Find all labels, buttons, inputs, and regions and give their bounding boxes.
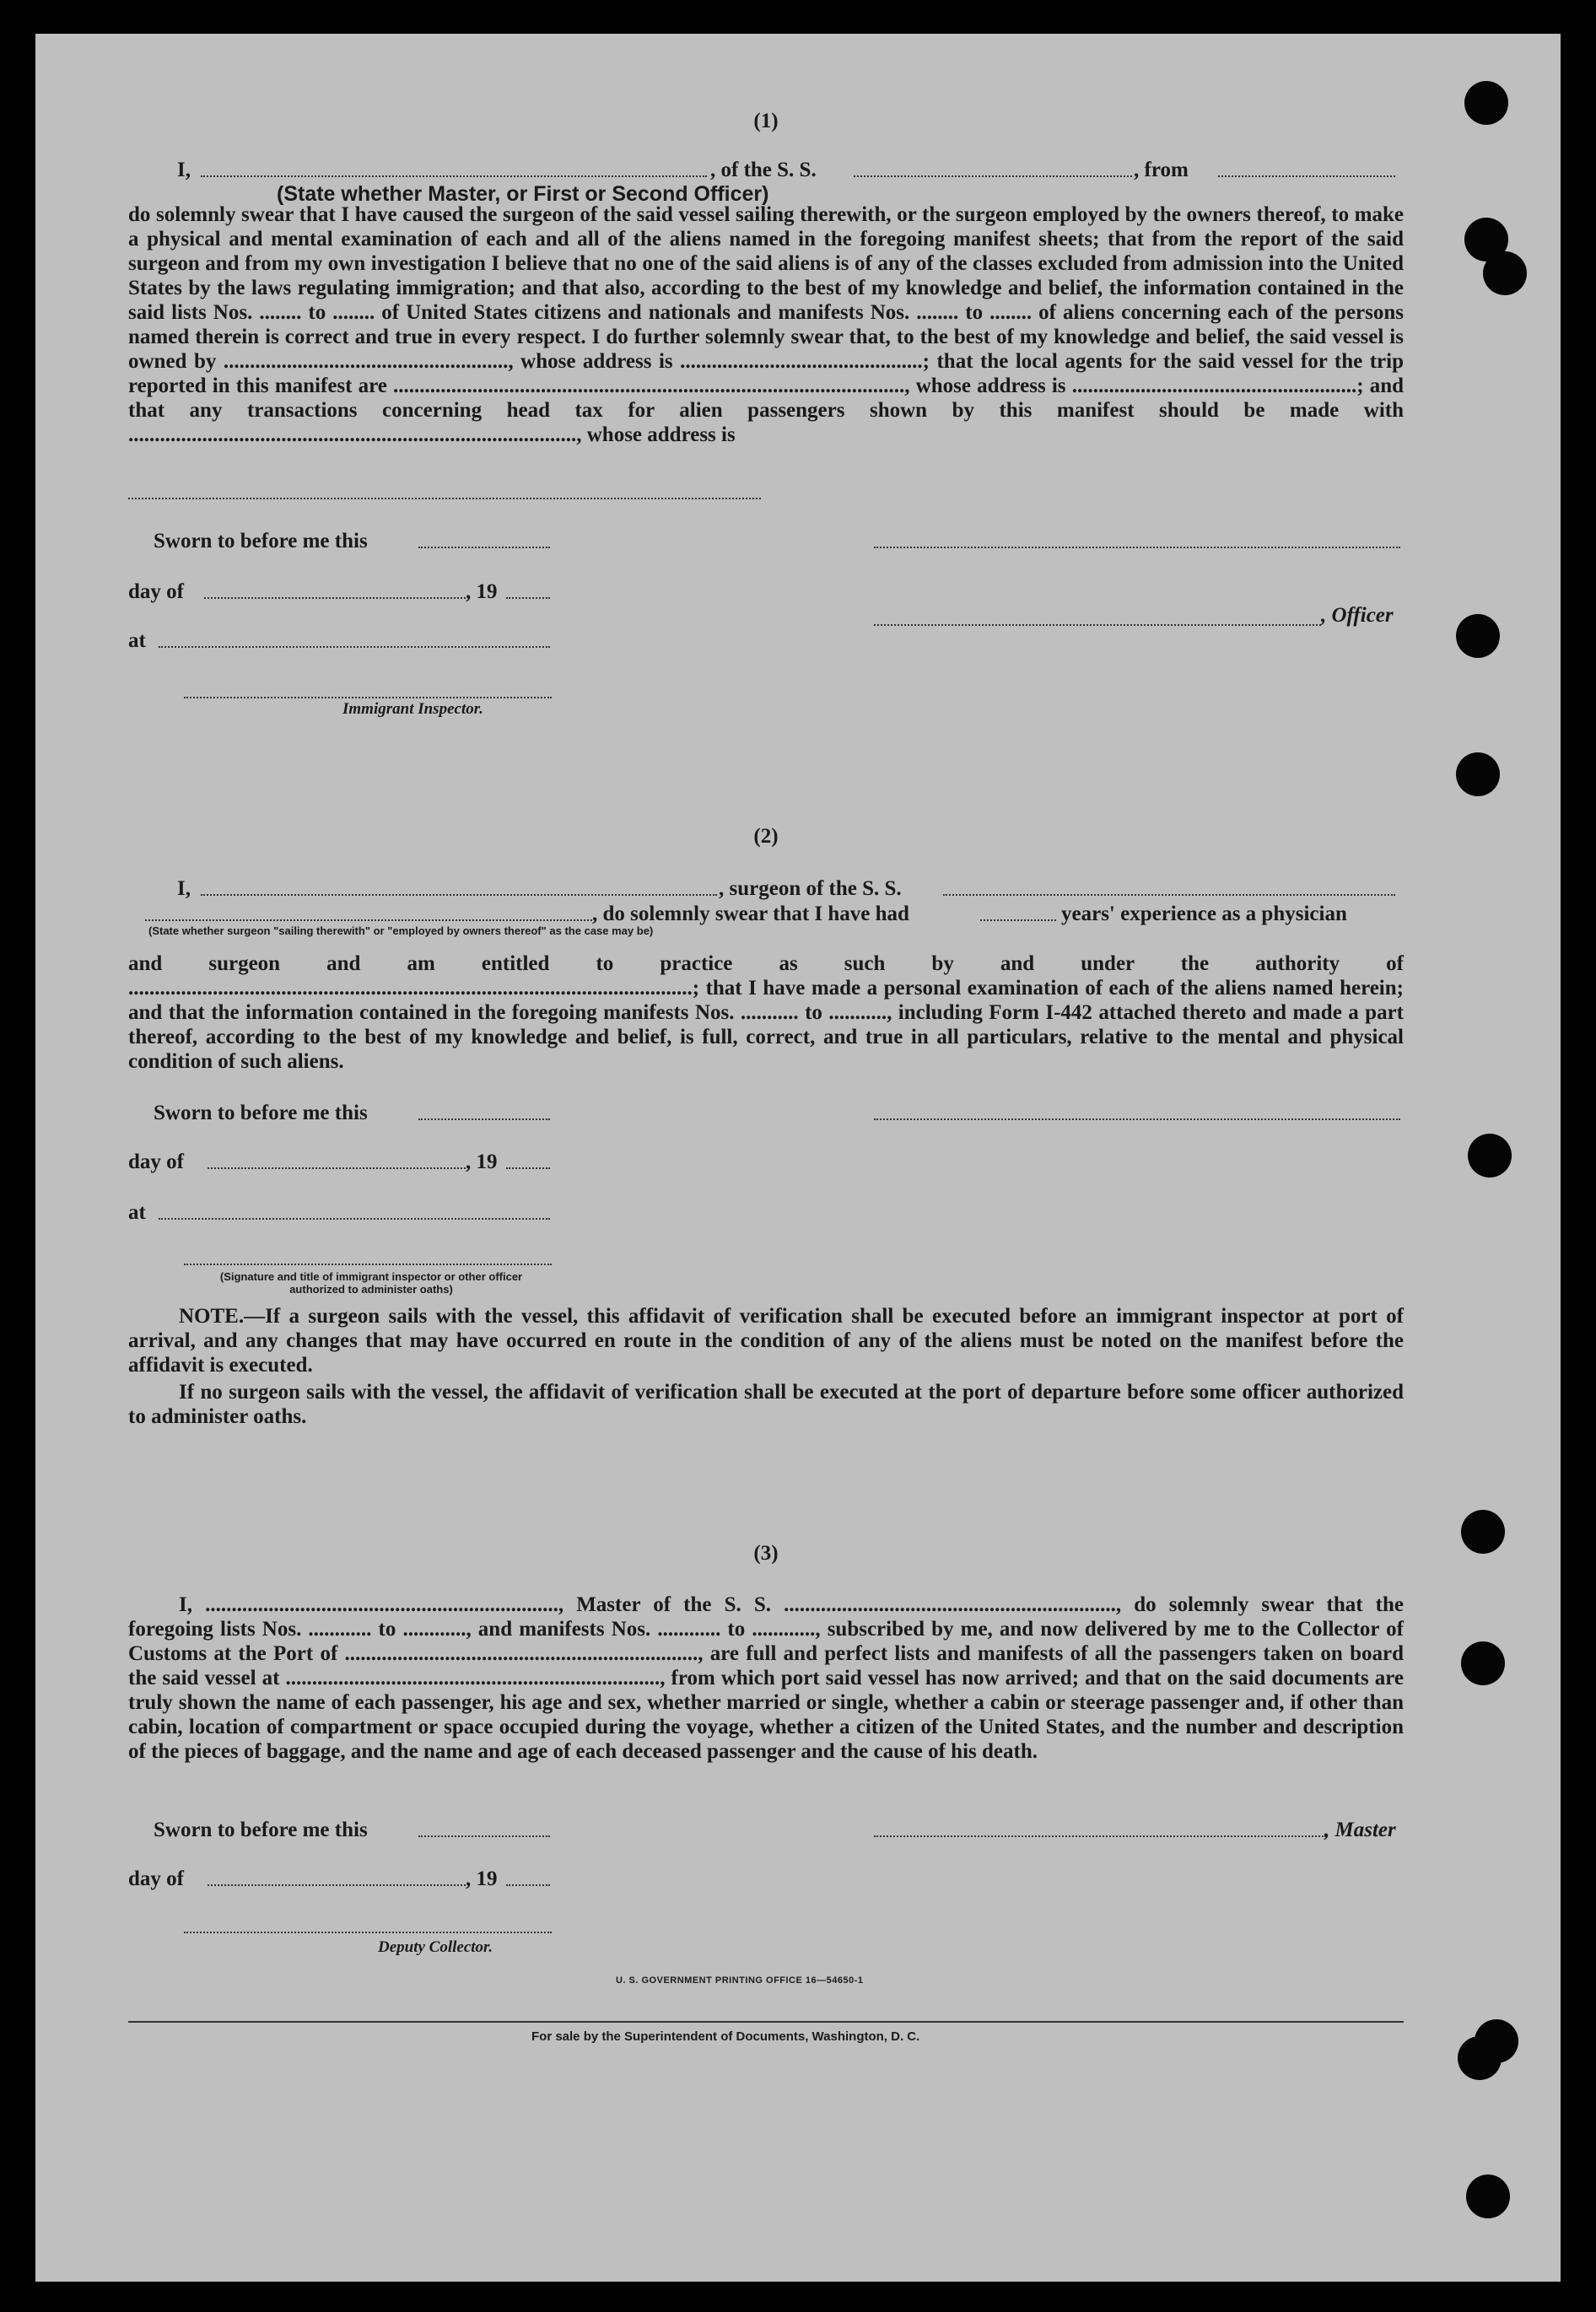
punch-hole	[1461, 1641, 1505, 1685]
signature-caption: (Signature and title of immigrant inspector or other officer authorized to administer oaths)	[219, 1270, 523, 1296]
field-caption: (State whether surgeon "sailing therewith" or "employed by owners thereof" as the case may be)	[148, 924, 654, 937]
surgeon-name-line	[201, 894, 717, 896]
note-paragraph: NOTE.—If a surgeon sails with the vessel, this affidavit of verification shall be executed before an immigrant inspector at port of arrival, and any changes that may have occurred en route in the condition of any of the aliens must be noted on the manifest before the affidavit is executed.	[128, 1305, 1404, 1377]
year-line	[506, 597, 550, 599]
surgeon-status-line	[145, 919, 592, 921]
year-label: , 19	[466, 1867, 498, 1890]
master-label: , Master	[1324, 1819, 1396, 1841]
day-label: day of	[128, 580, 184, 603]
officer-label: , Officer	[1321, 604, 1394, 627]
day-label: day of	[128, 1867, 184, 1890]
note-paragraph: If no surgeon sails with the vessel, the affidavit of verification shall be executed at the port of departure before some officer authorized to administer oaths.	[128, 1381, 1404, 1428]
address-line	[128, 498, 761, 499]
oath-intro: I,	[177, 159, 191, 181]
sworn-label: Sworn to before me this	[154, 1819, 368, 1841]
section-number: (3)	[753, 1542, 779, 1565]
punch-hole	[1458, 2036, 1502, 2080]
sworn-label: Sworn to before me this	[154, 530, 368, 552]
signature-line	[874, 1835, 1326, 1837]
year-line	[506, 1884, 550, 1886]
punch-hole	[1464, 81, 1508, 125]
vessel-line	[943, 894, 1395, 896]
section-number: (1)	[753, 110, 779, 132]
oath-body: I, ..................................................................., Master of the S. S. ..............................................................., do solemnly swear that the foregoing lists Nos. ............ to ............, and manifests Nos. ............ to ............, subscribed by me, and now delivered by me to the Collector of Customs at the Port of ..................................................................., are full and perfect lists and manifests of all the passengers taken on board the said vessel at ......................................................................., from which port said vessel has now arrived; and that on the said documents are truly shown the name of each passenger, his age and sex, whether married or single, whether a cabin or steerage passenger and, if other than cabin, location of compartment or space occupied during the voyage, whether a citizen of the United States, and the number and description of the pieces of baggage, and the name and age of each deceased passenger and the cause of his death.	[128, 1593, 1404, 1763]
punch-hole	[1466, 2175, 1510, 2218]
sworn-line	[418, 547, 550, 548]
signature-line	[874, 1118, 1400, 1120]
day-line	[208, 1167, 466, 1169]
oath-body: do solemnly swear that I have caused the surgeon of the said vessel sailing therewith, or the surgeon employed by the owners thereof, to make a physical and mental examination of each and all of the aliens named in the foregoing manifest sheets; that from the report of the said surgeon and from my own investigation I believe that no one of the said aliens is of any of the classes excluded from admission into the United States by the laws regulating immigration; and that also, according to the best of my knowledge and belief, the information contained in the said lists Nos. ........ to ........ of United States citizens and nationals and manifests Nos. ........ to ........ of aliens concerning each of the persons named therein is correct and true in every respect. I do further solemnly swear that, to the best of my knowledge and belief, the said vessel is owned by ......................................................, whose address is ..............................................; that the local agents for the said vessel for the trip reported in this manifest are ................................................................................................., whose address is ......................................................; and that any transactions concerning head tax for alien passengers shown by this manifest should be made with ....................................................................................., whose address is	[128, 203, 1404, 446]
punch-hole	[1461, 1510, 1505, 1554]
day-label: day of	[128, 1151, 184, 1173]
officer-rank-line	[201, 175, 707, 177]
years-line	[980, 919, 1056, 921]
swear-label: , do solemnly swear that I have had	[592, 903, 909, 925]
year-label: , 19	[466, 1151, 498, 1173]
at-label: at	[128, 1201, 146, 1224]
at-label: at	[128, 629, 146, 652]
oath-body: and surgeon and am entitled to practice as such by and under the authority of ...........................................................................................................; that I have made a personal examination of each of the aliens named herein; and that the information contained in the foregoing manifests Nos. ........... to ..........., including Form I-442 attached thereto and made a part thereof, according to the best of my knowledge and belief, is full, correct, and true in all particulars, relative to the mental and physical condition of such aliens.	[128, 952, 1404, 1073]
from-label: , from	[1134, 159, 1189, 181]
punch-hole	[1456, 752, 1500, 796]
day-line	[208, 1884, 466, 1886]
collector-line	[184, 1932, 552, 1933]
field-caption: (State whether Master, or First or Second Officer)	[277, 182, 769, 206]
sworn-line	[418, 1118, 550, 1120]
officer-line	[874, 624, 1321, 626]
vessel-line	[854, 175, 1132, 177]
inspector-label: Immigrant Inspector.	[342, 700, 483, 718]
years-label: years' experience as a physician	[1061, 903, 1347, 925]
sale-notice: For sale by the Superintendent of Documents, Washington, D. C.	[531, 2029, 920, 2044]
surgeon-label: , surgeon of the S. S.	[719, 877, 902, 900]
sworn-line	[418, 1835, 550, 1837]
punch-hole	[1468, 1134, 1512, 1178]
day-line	[204, 597, 466, 599]
section-number: (2)	[753, 825, 779, 848]
sworn-label: Sworn to before me this	[154, 1102, 368, 1124]
collector-label: Deputy Collector.	[378, 1938, 493, 1956]
punch-hole	[1483, 251, 1527, 295]
from-line	[1218, 175, 1395, 177]
year-line	[506, 1167, 550, 1169]
vessel-label: , of the S. S.	[710, 159, 817, 181]
at-line	[159, 646, 550, 648]
inspector-line	[184, 697, 552, 698]
inspector-line	[184, 1264, 552, 1265]
footer-rule	[128, 2021, 1404, 2023]
punch-hole	[1456, 614, 1500, 658]
printing-office-imprint: U. S. GOVERNMENT PRINTING OFFICE 16—54650-1	[616, 1975, 864, 1986]
oath-intro: I,	[177, 877, 191, 900]
signature-line	[874, 547, 1400, 548]
year-label: , 19	[466, 580, 498, 603]
at-line	[159, 1218, 550, 1220]
